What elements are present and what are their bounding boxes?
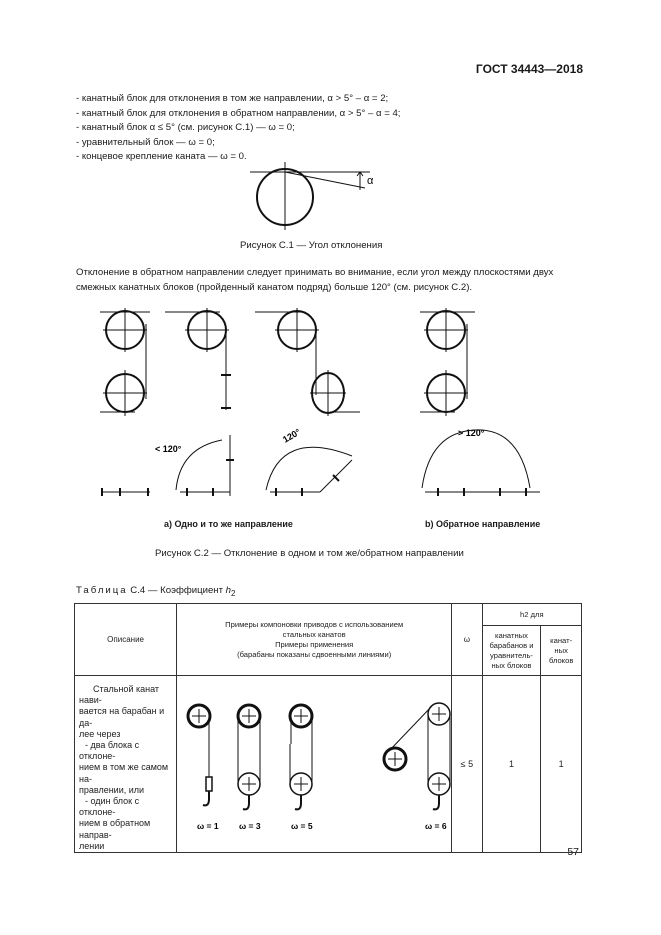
header-examples-line: стальных канатов [282,629,346,639]
header-h2-for: h2 для [482,604,581,626]
row-h2-drums: 1 [482,676,541,853]
header-line: ных [554,645,568,655]
header-line: ных блоков [491,660,532,670]
header-examples-line: Примеры компоновки приводов с использованием [225,619,404,629]
coefficient-table [74,603,582,853]
header-examples-line: Примеры применения [275,639,354,649]
header-rope-sheaves [541,626,582,676]
example-label: ω = 5 [291,821,313,832]
header-examples [177,604,452,676]
example-label: ω = 3 [239,821,261,832]
desc-line: лее через [79,728,121,739]
list-item: - канатный блок для отклонения в том же направлении, α > 5° – α = 2; [76,93,389,104]
coefficient-list [76,92,400,165]
table-caption-subscript: 2 [231,588,236,598]
header-line: уравнитель- [490,650,533,660]
list-item: - канатный блок α ≤ 5° (см. рисунок С.1) — ω = 0; [76,122,295,134]
figure-c2-deflection-diagrams [90,300,560,510]
reeving-examples-drawing [177,689,451,839]
list-item: - концевое крепление каната — ω = 0. [76,151,247,163]
alpha-label: α [367,175,374,187]
table-caption-text: С.4 — Коэффициент [127,585,226,596]
header-line: барабанов и [489,640,534,650]
desc-line: вается на барабан и да- [79,706,165,728]
list-item: - уравнительный блок — ω = 0; [76,136,215,148]
page-number: 57 [567,846,579,858]
figure-c1-deflection-angle [240,160,400,232]
header-drums-and-equalizers [482,626,541,676]
row-h2-sheaves: 1 [541,676,582,853]
header-omega: ω [452,604,482,676]
angle-label-less-120: < 120° [155,444,182,454]
table-row [75,676,582,853]
header-line: канатных [495,630,528,640]
row-description [75,676,177,853]
header-description: Описание [75,604,177,676]
header-examples-line: (барабаны показаны сдвоенными линиями) [237,649,392,659]
subfigure-b-label: b) Обратное направление [425,519,541,529]
subfigure-a-label: a) Одно и то же направление [164,519,293,529]
desc-line: лении [79,840,105,851]
table-caption-prefix: Таблица [76,585,128,596]
desc-line: - два блока с отклоне- [79,740,140,762]
angle-label-120: 120° [281,426,303,445]
header-line: канат- [550,635,573,645]
figure-c2-caption: Рисунок С.2 — Отклонение в одном и том же/обратном направлении [155,548,464,559]
example-label: ω = 6 [425,821,447,832]
figure-c1-caption: Рисунок С.1 — Угол отклонения [240,240,383,251]
angle-label-greater-120: > 120° [458,428,485,438]
example-label: ω = 1 [197,821,219,832]
row-omega-value: ≤ 5 [452,676,482,853]
row-examples [177,676,452,853]
table-caption [76,585,235,598]
desc-line: Стальной канат нави- [79,684,160,706]
desc-line: нием в обратном направ- [79,818,151,840]
header-line: блоков [548,655,574,665]
desc-line: - один блок с отклоне- [79,796,140,818]
list-item: - канатный блок для отклонения в обратном направлении, α > 5° – α = 4; [76,107,401,119]
document-id: ГОСТ 34443—2018 [475,62,583,76]
deflection-paragraph: Отклонение в обратном направлении следует принимать во внимание, если угол между плоскостями двух смежных канатных блоков (пройденный канатом подряд) больше 120° (см. рисунок С.2). [76,267,554,293]
desc-line: правлении, или [79,784,145,795]
desc-line: нием в том же самом на- [79,762,169,784]
table-caption-symbol: h [225,585,232,596]
